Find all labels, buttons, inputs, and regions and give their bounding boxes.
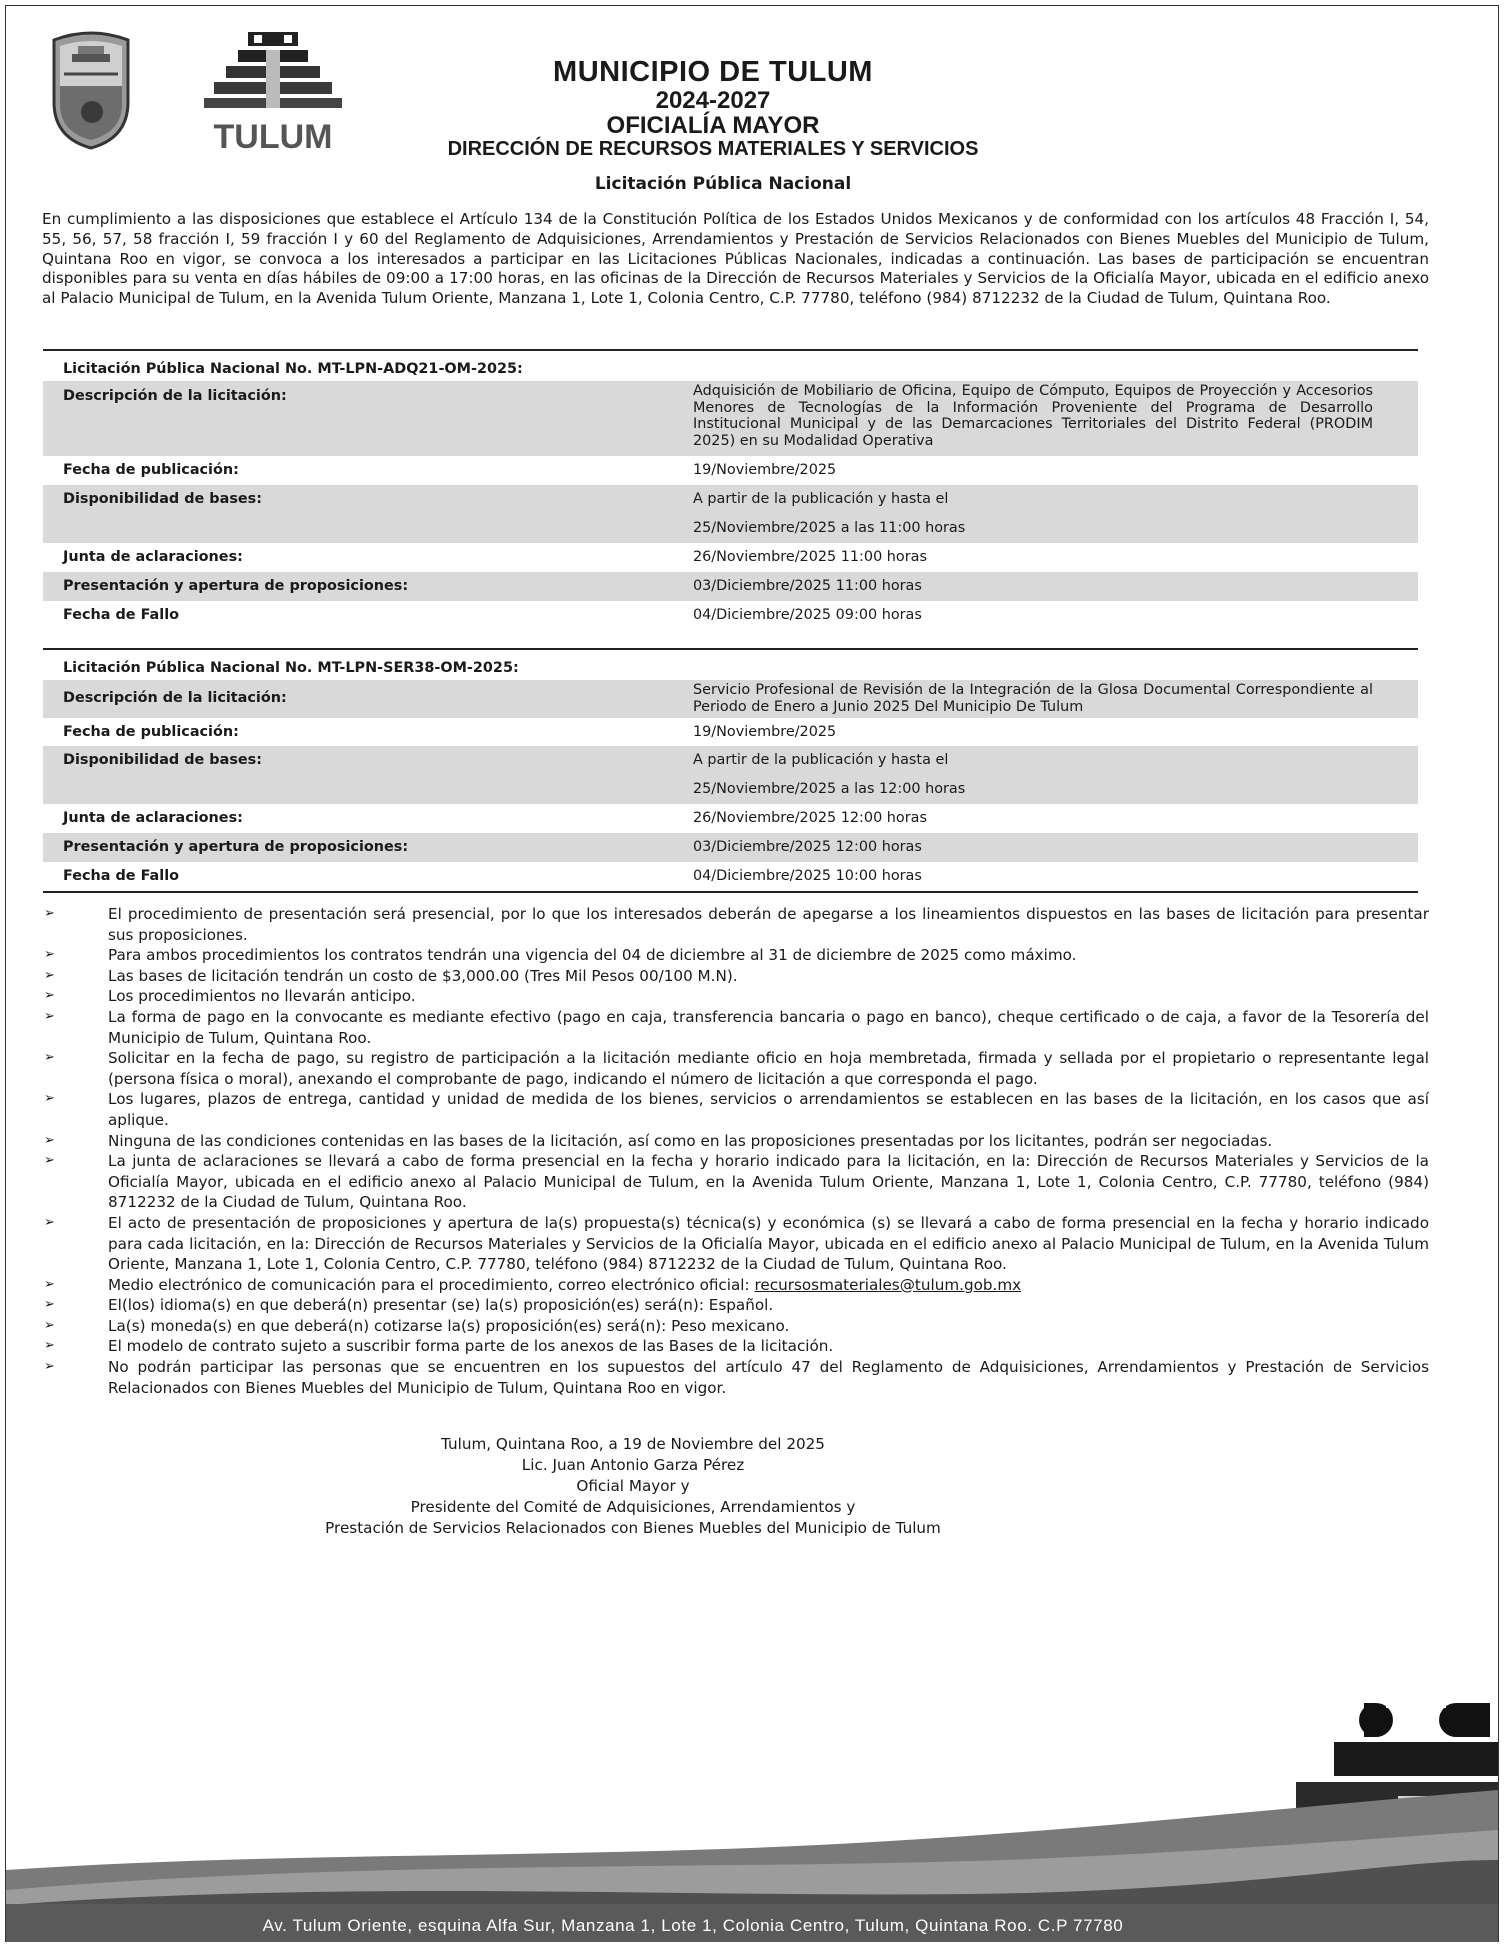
descripcion-value: Servicio Profesional de Revisión de la Integración de la Glosa Documental Correspondiente al Periodo de Enero a Junio 2025 Del Municipio De Tulum [693,682,1373,715]
arrow-bullet-icon: ➢ [44,967,55,983]
arrow-bullet-icon: ➢ [44,1317,55,1333]
row-publicacion: Fecha de publicación: 19/Noviembre/2025 [63,462,837,478]
arrow-bullet-icon: ➢ [44,1338,55,1354]
place-date: Tulum, Quintana Roo, a 19 de Noviembre del 2025 [441,1435,825,1453]
email-link[interactable]: recursosmateriales@tulum.gob.mx [754,1275,1022,1294]
intro-paragraph: En cumplimiento a las disposiciones que establece el Artículo 134 de la Constitución Política de los Estados Unidos Mexicanos y de conformidad con los artículos 48 Fracción I, 54, 55, 56, 57, 58 fracción I, 59 fracción I y 60 del Reglamento de Adquisiciones, Arrendamientos y Prestación de Servicios Relacionados con Bienes Muebles del Municipio de Tulum, Quintana Roo en vigor, se convoca a los interesados a participar en las Licitaciones Públicas Nacionales, indicadas a continuación. Las bases de participación se encuentran disponibles para su venta en días hábiles de 09:00 a 17:00 horas, en las oficinas de la Dirección de Recursos Materiales y Servicios de la Oficialía Mayor, ubicada en el edificio anexo al Palacio Municipal de Tulum, en la Avenida Tulum Oriente, Manzana 1, Lote 1, Colonia Centro, C.P. 77780, teléfono (984) 8712232 de la Ciudad de Tulum, Quintana Roo. [42,210,1429,308]
signer-role: Prestación de Servicios Relacionados con Bienes Muebles del Municipio de Tulum [325,1519,941,1537]
row-presentacion: Presentación y apertura de proposiciones: 03/Diciembre/2025 12:00 horas [43,833,1418,862]
arrow-bullet-icon: ➢ [44,947,55,963]
list-item: ➢ Para ambos procedimientos los contratos tendrán una vigencia del 04 de diciembre al 31 de diciembre de 2025 como máximo. [44,946,1077,965]
list-item: ➢ Solicitar en la fecha de pago, su registro de participación a la licitación mediante oficio en hoja membretada, firmada y sellada por el propietario o representante legal (persona física o moral), anexando el comprobante de pago, indicando el número de licitación a que corresponda el pago. [44,1049,1429,1088]
arrow-bullet-icon: ➢ [44,1153,55,1169]
list-item: ➢ La(s) moneda(s) en que deberá(n) cotizarse la(s) proposición(es) será(n): Peso mexicano. [44,1316,790,1335]
document-header [0,56,1506,194]
list-item: ➢ El modelo de contrato sujeto a suscribir forma parte de los anexos de las Bases de la licitación. [44,1337,834,1356]
tulum-logo-text: TULUM [213,118,333,155]
signer-name: Lic. Juan Antonio Garza Pérez [521,1456,745,1474]
arrow-bullet-icon: ➢ [44,1214,55,1230]
conditions-list [42,904,1429,1398]
row-fallo: Fecha de Fallo 04/Diciembre/2025 09:00 horas [63,607,922,623]
licitacion-table-2 [43,648,1418,893]
row-fallo: Fecha de Fallo 04/Diciembre/2025 10:00 horas [43,862,1418,893]
arrow-bullet-icon: ➢ [44,1050,55,1066]
signature-block [0,1434,1386,1539]
row-junta: Junta de aclaraciones: 26/Noviembre/2025 11:00 horas [63,549,927,565]
list-item: ➢ No podrán participar las personas que se encuentren en los supuestos del artículo 47 del Reglamento de Adquisiciones, Arrendamientos y Prestación de Servicios Relacionados con Bienes Muebles del Municipio de Tulum, Quintana Roo en vigor. [44,1358,1429,1397]
list-item: ➢ Ninguna de las condiciones contenidas en las bases de la licitación, así como en las proposiciones presentadas por los licitantes, podrán ser negociadas. [44,1131,1273,1150]
licitacion-number: Licitación Pública Nacional No. MT-LPN-SER38-OM-2025: [63,660,519,676]
footer-address: Av. Tulum Oriente, esquina Alfa Sur, Manzana 1, Lote 1, Colonia Centro, Tulum, Quintana Roo. C.P 77780 [262,1916,1124,1935]
arrow-bullet-icon: ➢ [44,1297,55,1313]
row-junta: Junta de aclaraciones: 26/Noviembre/2025 12:00 horas [63,810,927,826]
row-descripcion: Descripción de la licitación: Servicio Profesional de Revisión de la Integración de la Glosa Documental Correspondiente al Periodo de Enero a Junio 2025 Del Municipio De Tulum [43,680,1418,718]
list-item: ➢ Medio electrónico de comunicación para el procedimiento, correo electrónico oficial: recursosmateriales@tulum.gob.mx [44,1275,1022,1294]
list-item: ➢ Los procedimientos no llevarán anticipo. [44,987,416,1006]
municipality-title: MUNICIPIO DE TULUM [553,56,873,88]
row-descripcion: Descripción de la licitación: Adquisición de Mobiliario de Oficina, Equipo de Cómputo, Equipos de Proyección y Accesorios Menores de Tecnologías de la Información Proveniente del Programa de Desarrollo Institucional Municipal y de las Demarcaciones Territoriales del Distrito Federal (PRODIM 2025) en su Modalidad Operativa [43,381,1418,456]
arrow-bullet-icon: ➢ [44,1132,55,1148]
row-publicacion: Fecha de publicación: 19/Noviembre/2025 [63,724,837,740]
arrow-bullet-icon: ➢ [44,1359,55,1375]
row-disponibilidad: Disponibilidad de bases: A partir de la publicación y hasta el 25/Noviembre/2025 a las 12:00 horas [43,746,1418,804]
licitacion-number: Licitación Pública Nacional No. MT-LPN-ADQ21-OM-2025: [63,361,523,377]
document-subtitle: Licitación Pública Nacional [594,174,852,194]
arrow-bullet-icon: ➢ [44,1091,55,1107]
signer-role: Presidente del Comité de Adquisiciones, Arrendamientos y [410,1498,856,1516]
arrow-bullet-icon: ➢ [44,1276,55,1292]
direction-title: DIRECCIÓN DE RECURSOS MATERIALES Y SERVICIOS [447,138,979,160]
row-presentacion: Presentación y apertura de proposiciones: 03/Diciembre/2025 11:00 horas [43,572,1418,601]
list-item: ➢ El procedimiento de presentación será presencial, por lo que los interesados deberán de apegarse a los lineamientos dispuestos en las bases de licitación para presentar sus proposiciones. [44,905,1429,944]
decorative-pyramid-graphic [6,1560,1498,1942]
list-item: ➢ El acto de presentación de proposiciones y apertura de la(s) propuesta(s) técnica(s) y económica (s) se llevará a cabo de forma presencial en la fecha y horario indicado para cada licitación, en la: Dirección de Recursos Materiales y Servicios de la Oficialía Mayor, ubicada en el edificio anexo al Palacio Municipal de Tulum, en la Avenida Tulum Oriente, Manzana 1, Lote 1, Colonia Centro, C.P. 77780, teléfono (984) 8712232 de la Ciudad de Tulum, Quintana Roo. [44,1213,1429,1274]
list-item: ➢ Las bases de licitación tendrán un costo de $3,000.00 (Tres Mil Pesos 00/100 M.N). [44,966,738,985]
arrow-bullet-icon: ➢ [44,988,55,1004]
period: 2024-2027 [655,87,771,114]
list-item: ➢ La junta de aclaraciones se llevará a cabo de forma presencial en la fecha y horario indicado para la licitación, en la: Dirección de Recursos Materiales y Servicios de la Oficialía Mayor, ubicada en el edificio anexo al Palacio Municipal de Tulum, en la Avenida Tulum Oriente, Manzana 1, Lote 1, Colonia Centro, C.P. 77780, teléfono (984) 8712232 de la Ciudad de Tulum, Quintana Roo. [44,1152,1429,1212]
signer-role: Oficial Mayor y [576,1477,690,1495]
office-title: OFICIALÍA MAYOR [606,112,820,139]
list-item: ➢ Los lugares, plazos de entrega, cantidad y unidad de medida de los bienes, servicios o arrendamientos se establecen en las bases de la licitación, en los casos que así aplique. [44,1090,1429,1129]
list-item: ➢ La forma de pago en la convocante es mediante efectivo (pago en caja, transferencia bancaria o pago en banco), cheque certificado o de caja, a favor de la Tesorería del Municipio de Tulum, Quintana Roo. [44,1007,1429,1047]
descripcion-value: Adquisición de Mobiliario de Oficina, Equipo de Cómputo, Equipos de Proyección y Accesorios Menores de Tecnologías de la Información Proveniente del Programa de Desarrollo Institucional Municipal y de las Demarcaciones Territoriales del Distrito Federal (PRODIM 2025) en su Modalidad Operativa [693,383,1373,449]
arrow-bullet-icon: ➢ [44,906,55,921]
row-disponibilidad: Disponibilidad de bases: A partir de la publicación y hasta el 25/Noviembre/2025 a las 11:00 horas [43,485,1418,543]
licitacion-table-1 [43,349,1418,630]
arrow-bullet-icon: ➢ [44,1008,55,1024]
list-item: ➢ El(los) idioma(s) en que deberá(n) presentar (se) la(s) proposición(es) será(n): Español. [44,1296,774,1315]
